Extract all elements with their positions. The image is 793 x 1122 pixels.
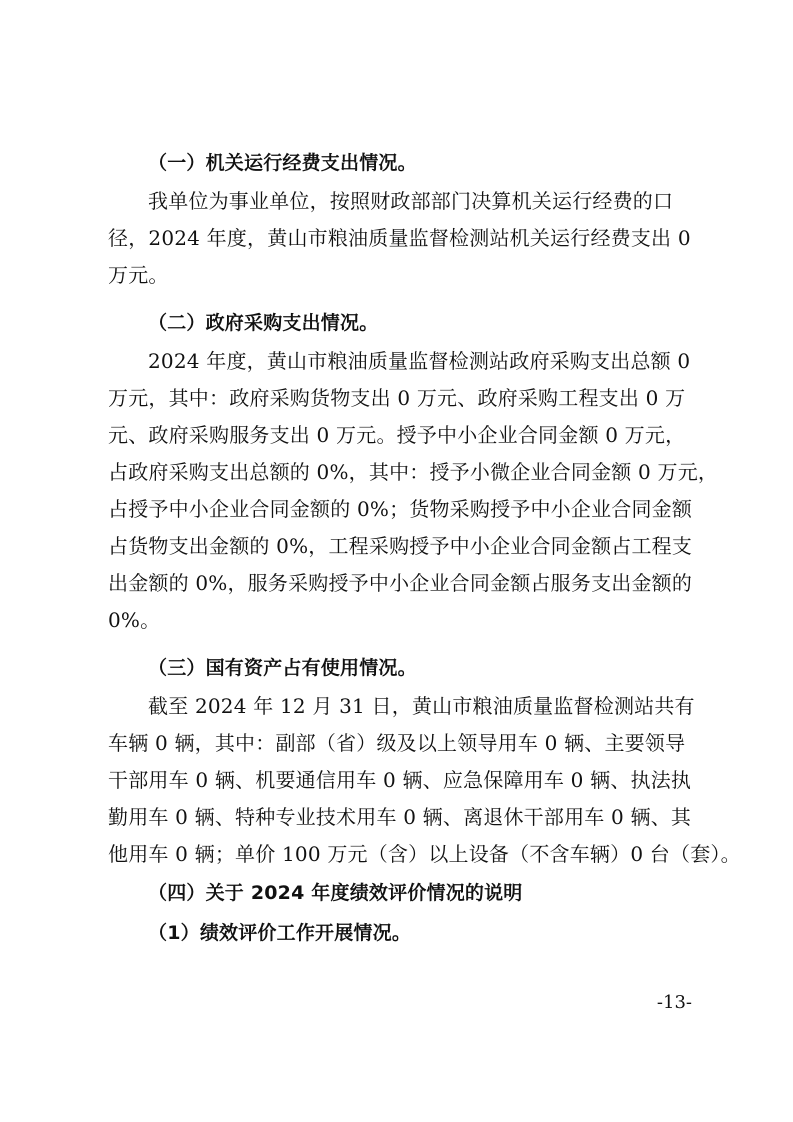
subsection-heading-evaluation-work: （1）绩效评价工作开展情况。	[148, 922, 412, 944]
section-heading-government-procurement: （二）政府采购支出情况。	[148, 312, 379, 334]
paragraph-line: 万元，其中：政府采购货物支出 0 万元、政府采购工程支出 0 万	[108, 386, 686, 410]
section-heading-operating-expenses: （一）机关运行经费支出情况。	[148, 152, 417, 174]
paragraph-line: 径，2024 年度，黄山市粮油质量监督检测站机关运行经费支出 0	[108, 226, 691, 250]
document-body	[108, 143, 741, 953]
paragraph-line: 他用车 0 辆；单价 100 万元（含）以上设备（不含车辆）0 台（套）。	[108, 842, 741, 866]
page-number: -13-	[656, 992, 692, 1013]
paragraph-line: 2024 年度，黄山市粮油质量监督检测站政府采购支出总额 0	[148, 349, 691, 373]
paragraph-line: 车辆 0 辆，其中：副部（省）级及以上领导用车 0 辆、主要领导	[108, 731, 686, 755]
paragraph-line: 万元。	[108, 263, 169, 287]
paragraph-line: 出金额的 0%，服务采购授予中小企业合同金额占服务支出金额的	[108, 571, 693, 595]
paragraph-line: 占货物支出金额的 0%，工程采购授予中小企业合同金额占工程支	[108, 534, 693, 558]
paragraph-line: 干部用车 0 辆、机要通信用车 0 辆、应急保障用车 0 辆、执法执	[108, 768, 692, 792]
section-heading-performance-evaluation: （四）关于 2024 年度绩效评价情况的说明	[148, 882, 523, 904]
paragraph-line: 元、政府采购服务支出 0 万元。授予中小企业合同金额 0 万元，	[108, 423, 686, 447]
section-heading-state-assets: （三）国有资产占有使用情况。	[148, 657, 417, 679]
paragraph-line: 截至 2024 年 12 月 31 日，黄山市粮油质量监督检测站共有	[148, 694, 695, 718]
paragraph-line: 0%。	[108, 608, 161, 632]
paragraph-line: 占授予中小企业合同金额的 0%；货物采购授予中小企业合同金额	[108, 497, 693, 521]
paragraph-line: 我单位为事业单位，按照财政部部门决算机关运行经费的口	[148, 189, 674, 213]
paragraph-line: 占政府采购支出总额的 0%，其中：授予小微企业合同金额 0 万元，	[108, 460, 719, 484]
paragraph-line: 勤用车 0 辆、特种专业技术用车 0 辆、离退休干部用车 0 辆、其	[108, 805, 692, 829]
